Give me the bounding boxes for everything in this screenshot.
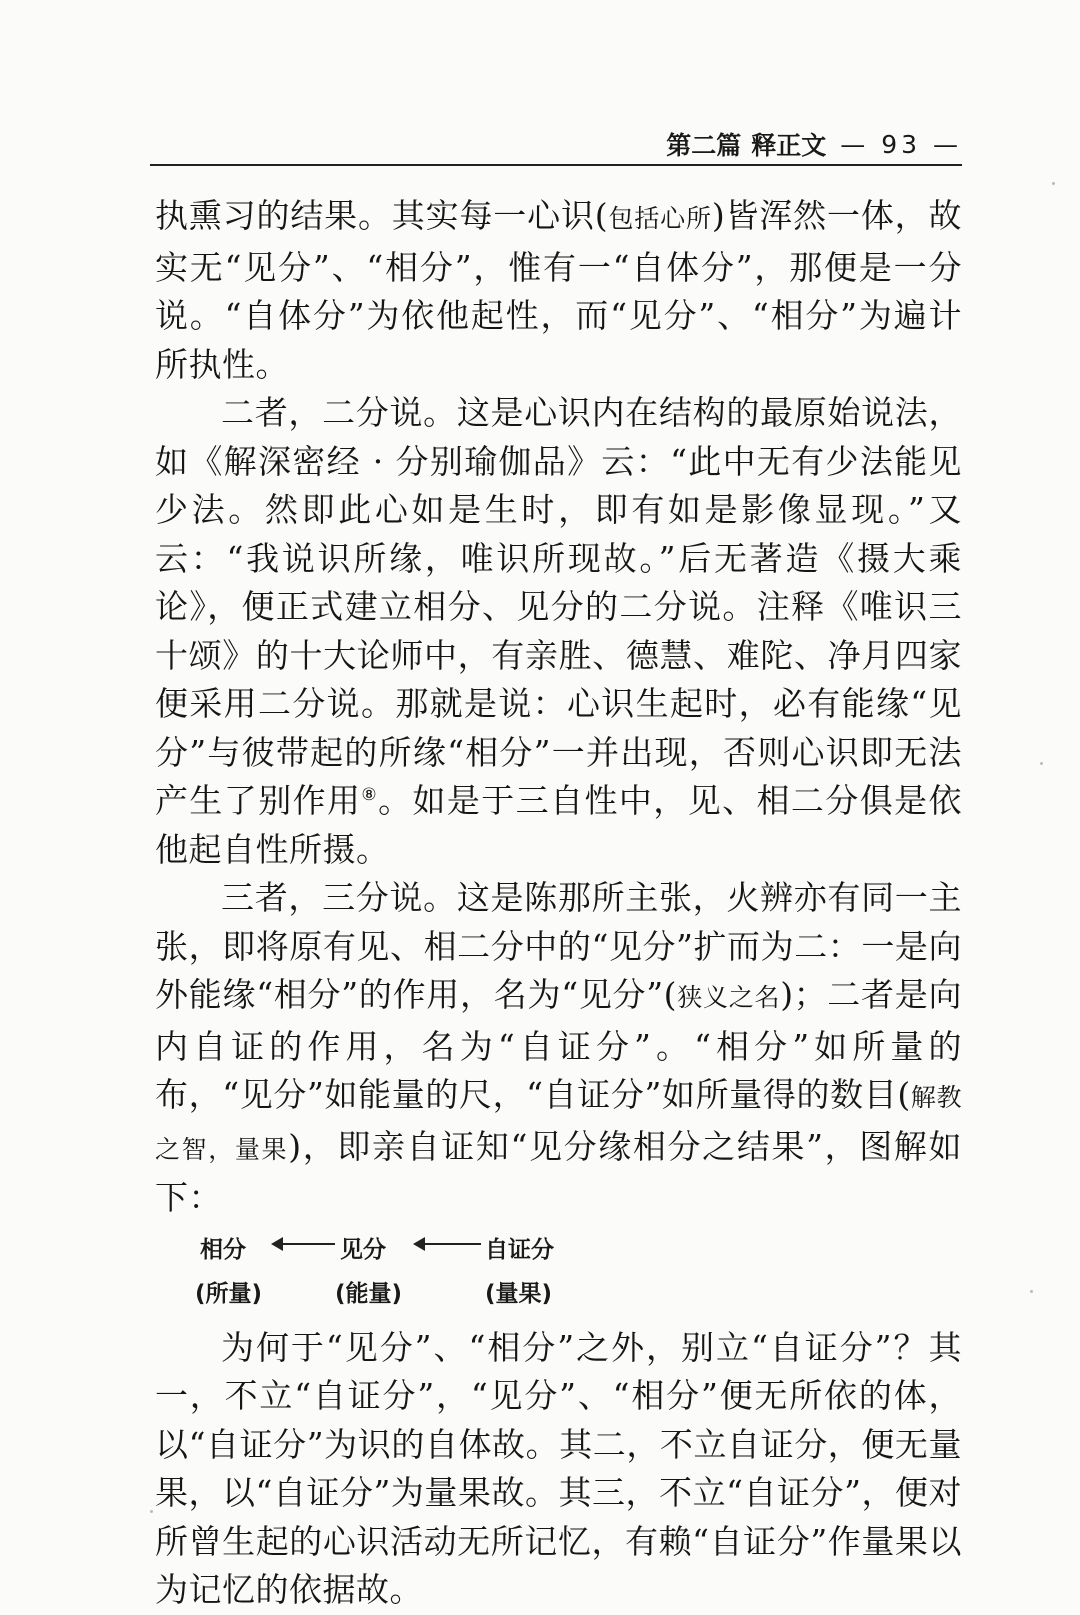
paragraph-3-gloss-a: 狭义之名 bbox=[677, 983, 781, 1012]
paragraph-2-text-a: 二者，二分说。这是心识内在结构的最原始说法，如《解深密经 · 分别瑜伽品》云：“此中无有少法能见少法。然即此心如是生时，即有如是影像显现。”又云：“我说识所缘，唯识所现故。”后无著造《摄大乘论》，便正式建立相分、见分的二分说。注释《唯识三十颂》的十大论师中，有亲胜、德慧、难陀、净月四家便采用二分说。那就是说：心识生起时，必有能缘“见分”与彼带起的所缘“相分”一并出现，否则心识即无法产生了别作用 bbox=[155, 393, 962, 820]
page-body bbox=[155, 192, 962, 1615]
paragraph-4-text: 为何于“见分”、“相分”之外，别立“自证分”？其一，不立“自证分”，“见分”、“相分”便无所依的体，以“自证分”为识的自体故。其二，不立自证分，便无量果，以“自证分”为量果故。其三，不立“自证分”，便对所曾生起的心识活动无所记忆，有赖“自证分”作量果以为记忆的依据故。 bbox=[155, 1327, 962, 1609]
header-part: 第二篇 bbox=[666, 131, 742, 160]
arrow-left-icon bbox=[415, 1243, 481, 1245]
footnote-marker: ⑧ bbox=[361, 785, 379, 805]
diagram-sub-liangguo: (量果) bbox=[485, 1280, 553, 1307]
paragraph-3-gloss-b: 解教之智，量果 bbox=[155, 1083, 962, 1164]
page-number: — 93 — bbox=[840, 129, 962, 159]
arrow-left-icon bbox=[273, 1243, 335, 1245]
diagram-sub-suoliang: (所量) bbox=[195, 1280, 263, 1307]
paragraph-4 bbox=[155, 1324, 962, 1615]
paragraph-3-text-c: )，即亲自证知“见分缘相分之结果”，图解如下： bbox=[155, 1126, 962, 1217]
paragraph-1-text-b: )皆浑然一体，故实无“见分”、“相分”，惟有一“自体分”，那便是一分说。“自体分”为依他起性，而“见分”、“相分”为遍计所执性。 bbox=[155, 196, 962, 384]
header-title: 释正文 bbox=[751, 131, 827, 160]
scan-speck bbox=[1040, 762, 1043, 765]
paragraph-3 bbox=[155, 874, 962, 1223]
paragraph-1-text-a: 执熏习的结果。其实每一心识( bbox=[155, 196, 609, 235]
three-parts-diagram bbox=[155, 1227, 962, 1322]
scan-speck bbox=[1030, 1290, 1033, 1293]
diagram-sub-nengliang: (能量) bbox=[335, 1280, 403, 1307]
paragraph-3-text-b: )；二者是向内自证的作用，名为“自证分”。“相分”如所量的布，“见分”如能量的尺，“自证分”如所量得的数目( bbox=[155, 975, 962, 1114]
paragraph-2 bbox=[155, 389, 962, 874]
scan-speck bbox=[150, 1510, 153, 1513]
diagram-item-zizhengfen: 自证分 bbox=[485, 1236, 554, 1263]
paragraph-2-text-b: 。如是于三自性中，见、相二分俱是依他起自性所摄。 bbox=[155, 781, 963, 869]
paragraph-1-gloss: 包括心所 bbox=[608, 204, 712, 233]
diagram-item-jianfen: 见分 bbox=[340, 1236, 386, 1263]
scan-speck bbox=[1052, 182, 1055, 185]
paragraph-3-text-a: 三者，三分说。这是陈那所主张，火辨亦有同一主张，即将原有见、相二分中的“见分”扩而为二：一是向外能缘“相分”的作用，名为“见分”( bbox=[155, 878, 962, 1014]
paragraph-1 bbox=[155, 192, 962, 389]
running-header bbox=[150, 124, 962, 166]
diagram-item-xiangfen: 相分 bbox=[200, 1236, 246, 1263]
